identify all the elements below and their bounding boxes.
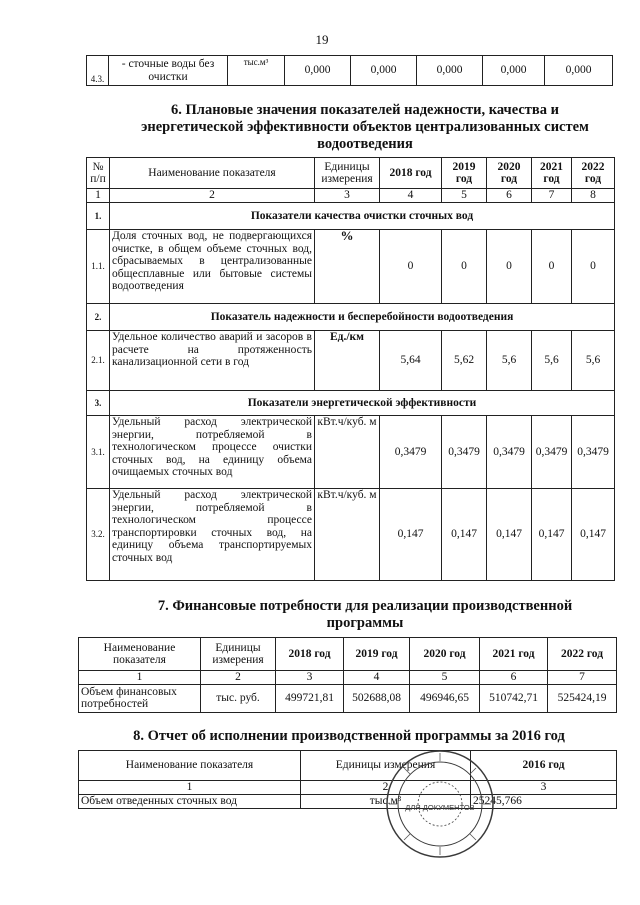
- row-unit: тыс.м³: [228, 56, 285, 86]
- table-header-row: [79, 751, 617, 781]
- col-number: 5: [442, 189, 487, 203]
- row-name: Удельный расход электрической энергии, потребляемой в технологическом процессе транспортировки сточных вод, на единицу объема транспортируемых сточных вод: [110, 489, 315, 581]
- column-number-row: [79, 781, 617, 795]
- row-number: 1.1.: [87, 230, 110, 304]
- value-cell: 0,147: [442, 489, 487, 581]
- section-7-title: 7. Финансовые потребности для реализации производственной программы: [157, 598, 573, 631]
- col-number: 4: [344, 671, 410, 685]
- value-cell: 0,147: [487, 489, 532, 581]
- section-7-table: [78, 637, 617, 713]
- value-cell: 0,147: [532, 489, 572, 581]
- header-year: 2019 год: [442, 158, 487, 189]
- value-cell: 499721,81: [276, 684, 344, 712]
- section-8-table: [78, 750, 617, 809]
- row-name: - сточные воды без очистки: [109, 56, 228, 86]
- col-number: 5: [410, 671, 480, 685]
- value-cell: 496946,65: [410, 684, 480, 712]
- group-title: Показатели качества очистки сточных вод: [110, 203, 615, 230]
- value-cell: 0,3479: [442, 416, 487, 489]
- group-number: 1.: [87, 203, 110, 230]
- row-number: 3.2.: [87, 489, 110, 581]
- value-cell: 5,6: [487, 331, 532, 391]
- header-year: 2020 год: [410, 638, 480, 671]
- table-row: [79, 794, 617, 808]
- section-8-title: 8. Отчет об исполнении производственной программы за 2016 год: [133, 728, 565, 744]
- value-cell: 0,3479: [487, 416, 532, 489]
- row-name: Объем отведенных сточных вод: [79, 794, 301, 808]
- col-number: 1: [79, 671, 201, 685]
- col-number: 4: [380, 189, 442, 203]
- header-year: 2022 год: [548, 638, 617, 671]
- row-name: Удельное количество аварий и засоров в расчете на протяженность канализационной сети в год: [110, 331, 315, 391]
- header-unit: Единицы измерения: [315, 158, 380, 189]
- stamp-text: ДЛЯ ДОКУМЕНТОВ: [405, 803, 475, 812]
- round-stamp: [384, 748, 496, 860]
- row-number: 2.1.: [87, 331, 110, 391]
- value-cell: 0,000: [285, 56, 351, 86]
- col-number: 3: [471, 781, 617, 795]
- header-year: 2018 год: [276, 638, 344, 671]
- group-row: [87, 304, 615, 331]
- col-number: 3: [276, 671, 344, 685]
- page-number: 19: [315, 32, 329, 47]
- group-row: [87, 203, 615, 230]
- value-cell: 0: [442, 230, 487, 304]
- value-cell: 25245,766: [471, 794, 617, 808]
- col-number: 6: [487, 189, 532, 203]
- table-header-row: [79, 638, 617, 671]
- table-row: [87, 331, 615, 391]
- section-6-title: 6. Плановые значения показателей надежности, качества и энергетической эффективности объектов централизованных систем водоотведения: [141, 102, 589, 152]
- col-number: 1: [79, 781, 301, 795]
- value-cell: 0,147: [572, 489, 615, 581]
- header-name: Наименование показателя: [110, 158, 315, 189]
- value-cell: 0: [487, 230, 532, 304]
- top-table: [86, 55, 613, 86]
- row-name: Доля сточных вод, не подвергающихся очистке, в общем объеме сточных вод, сбрасываемых в централизованные общесплавные или бытовые системы водоотведения: [110, 230, 315, 304]
- column-number-row: [87, 189, 615, 203]
- row-unit: кВт.ч/куб. м: [315, 489, 380, 581]
- table-row: [79, 684, 617, 712]
- header-year: 2019 год: [344, 638, 410, 671]
- row-number: 4.3.: [87, 56, 109, 86]
- table-row: [87, 416, 615, 489]
- row-unit: %: [315, 230, 380, 304]
- header-unit: Единицы измерения: [201, 638, 276, 671]
- value-cell: 5,6: [532, 331, 572, 391]
- value-cell: 0: [532, 230, 572, 304]
- value-cell: 0,3479: [572, 416, 615, 489]
- value-cell: 510742,71: [480, 684, 548, 712]
- header-year: 2020 год: [487, 158, 532, 189]
- value-cell: 0,000: [545, 56, 613, 86]
- value-cell: 0: [380, 230, 442, 304]
- row-name: Удельный расход электрической энергии, потребляемой в технологическом процессе очистки сточных вод, на единицу объема очищаемых сточных вод: [110, 416, 315, 489]
- header-year: 2021 год: [480, 638, 548, 671]
- header-year: 2021 год: [532, 158, 572, 189]
- col-number: 2: [201, 671, 276, 685]
- row-unit: тыс. руб.: [201, 684, 276, 712]
- col-number: 8: [572, 189, 615, 203]
- group-row: [87, 391, 615, 416]
- col-number: 3: [315, 189, 380, 203]
- col-number: 6: [480, 671, 548, 685]
- group-number: 3.: [87, 391, 110, 416]
- group-number: 2.: [87, 304, 110, 331]
- value-cell: 0,3479: [532, 416, 572, 489]
- section-6-table: [86, 157, 615, 581]
- value-cell: 5,62: [442, 331, 487, 391]
- row-name: Объем финансовых потребностей: [79, 684, 201, 712]
- header-name: Наименование показателя: [79, 638, 201, 671]
- row-unit: кВт.ч/куб. м: [315, 416, 380, 489]
- value-cell: 502688,08: [344, 684, 410, 712]
- header-year: 2016 год: [471, 751, 617, 781]
- header-num: № п/п: [87, 158, 110, 189]
- header-year: 2022 год: [572, 158, 615, 189]
- group-title: Показатели энергетической эффективности: [110, 391, 615, 416]
- value-cell: 5,6: [572, 331, 615, 391]
- header-year: 2018 год: [380, 158, 442, 189]
- value-cell: 0: [572, 230, 615, 304]
- header-name: Наименование показателя: [79, 751, 301, 781]
- value-cell: 0,3479: [380, 416, 442, 489]
- row-unit: Ед./км: [315, 331, 380, 391]
- table-header-row: [87, 158, 615, 189]
- col-number: 7: [548, 671, 617, 685]
- header-unit: Единицы измерения: [301, 751, 471, 781]
- value-cell: 0,000: [483, 56, 545, 86]
- col-number: 2: [110, 189, 315, 203]
- value-cell: 525424,19: [548, 684, 617, 712]
- value-cell: 0,000: [351, 56, 417, 86]
- value-cell: 0,000: [417, 56, 483, 86]
- col-number: 2: [301, 781, 471, 795]
- value-cell: 5,64: [380, 331, 442, 391]
- table-row: [87, 56, 613, 86]
- value-cell: 0,147: [380, 489, 442, 581]
- row-unit: тыс.м³: [301, 794, 471, 808]
- column-number-row: [79, 671, 617, 685]
- row-number: 3.1.: [87, 416, 110, 489]
- col-number: 1: [87, 189, 110, 203]
- table-row: [87, 230, 615, 304]
- table-row: [87, 489, 615, 581]
- group-title: Показатель надежности и бесперебойности водоотведения: [110, 304, 615, 331]
- col-number: 7: [532, 189, 572, 203]
